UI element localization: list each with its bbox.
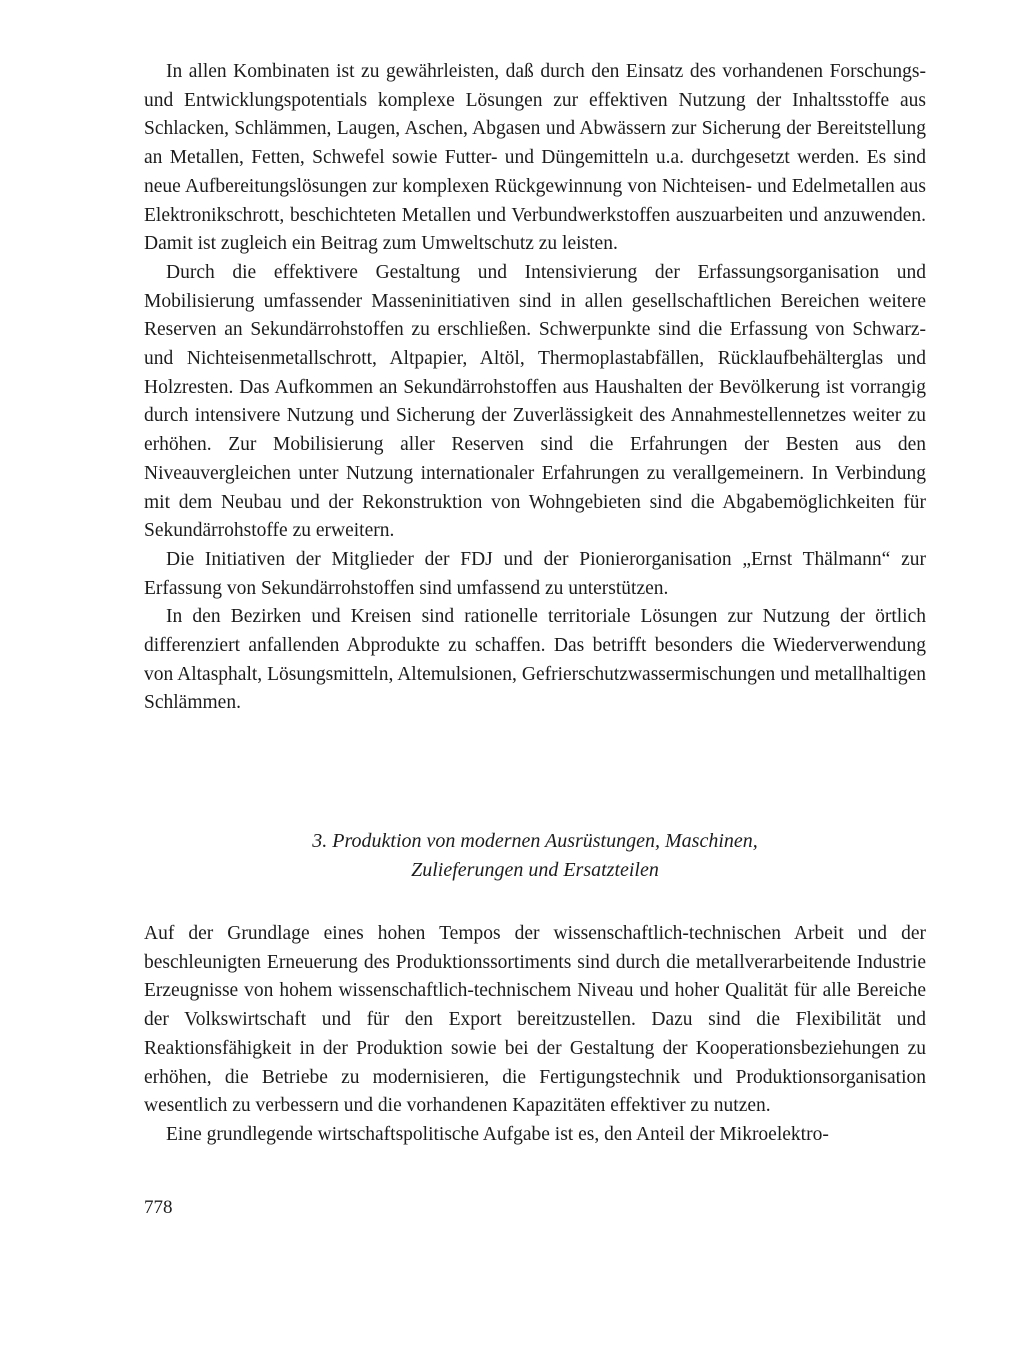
paragraph-erfassungsorganisation: Durch die effektivere Gestaltung und Intensivierung der Erfassungsorganisation und Mobilisierung umfassender Masseninitiativen sind in allen gesellschaftlichen Bereichen weitere Reserven an Sekundärrohstoffen zu erschließen. Schwerpunkte sind die Erfassung von Schwarz- und Nichteisenmetallschrott, Altpapier, Altöl, Thermoplastabfällen, Rücklaufbehälterglas und Holzresten. Das Aufkommen an Sekundärrohstoffen aus Haushalten der Bevölkerung ist vorrangig durch intensivere Nutzung und Sicherung der Zuverlässigkeit des Annahmestellennetzes weiter zu erhöhen. Zur Mobilisierung aller Reserven sind die Erfahrungen der Besten aus den Niveauvergleichen unter Nutzung internationaler Erfahrungen zu verallgemeinern. In Verbindung mit dem Neubau und der Rekonstruktion von Wohngebieten sind die Abgabemöglichkeiten für Sekundärrohstoffe zu erweitern. [144,261,926,542]
body-text-top [144,58,926,718]
page-number: 778 [144,1197,173,1218]
paragraph-bezirke-kreise: In den Bezirken und Kreisen sind rationelle territoriale Lösungen zur Nutzung der örtlich differenziert anfallenden Abprodukte zu schaffen. Das betrifft besonders die Wiederverwendung von Altasphalt, Lösungsmitteln, Altemulsionen, Gefrierschutzwassermischungen und metallhaltigen Schlämmen. [144,606,926,714]
section-heading-line-2: Zulieferungen und Ersatzteilen [411,859,659,881]
body-text-bottom [144,920,926,1150]
section-heading [144,827,926,885]
paragraph-grundlage: Auf der Grundlage eines hohen Tempos der wissenschaftlich-technischen Arbeit und der beschleunigten Erneuerung des Produktionssortiments sind durch die metallverarbeitende Industrie Erzeugnisse von hohem wissenschaftlich-technischem Niveau und hoher Qualität für alle Bereiche der Volkswirtschaft und für den Export bereitzustellen. Dazu sind die Flexibilität und Reaktionsfähigkeit in der Produktion sowie bei der Gestaltung der Kooperationsbeziehungen zu erhöhen, die Betriebe zu modernisieren, die Fertigungstechnik und Produktionsorganisation wesentlich zu verbessern und die vorhandenen Kapazitäten effektiver zu nutzen. [144,923,926,1117]
paragraph-kombinate: In allen Kombinaten ist zu gewährleisten, daß durch den Einsatz des vorhandenen Forschungs- und Entwicklungspotentials komplexe Lösungen zur effektiven Nutzung der Inhaltsstoffe aus Schlacken, Schlämmen, Laugen, Aschen, Abgasen und Abwässern zur Sicherung der Bereitstellung an Metallen, Fetten, Schwefel sowie Futter- und Düngemitteln u.a. durchgesetzt werden. Es sind neue Aufbereitungslösungen zur komplexen Rückgewinnung von Nichteisen- und Edelmetallen aus Elektronikschrott, beschichteten Metallen und Verbundwerkstoffen auszuarbeiten und anzuwenden. Damit ist zugleich ein Beitrag zum Umweltschutz zu leisten. [144,61,926,255]
paragraph-mikroelektronik: Eine grundlegende wirtschaftspolitische Aufgabe ist es, den Anteil der Mikroelektro- [166,1123,829,1145]
section-heading-line-1: 3. Produktion von modernen Ausrüstungen, Maschinen, [312,830,758,852]
paragraph-fdj-initiativen: Die Initiativen der Mitglieder der FDJ und der Pionierorganisation „Ernst Thälmann“ zur Erfassung von Sekundärrohstoffen sind umfassend zu unterstützen. [144,548,926,599]
